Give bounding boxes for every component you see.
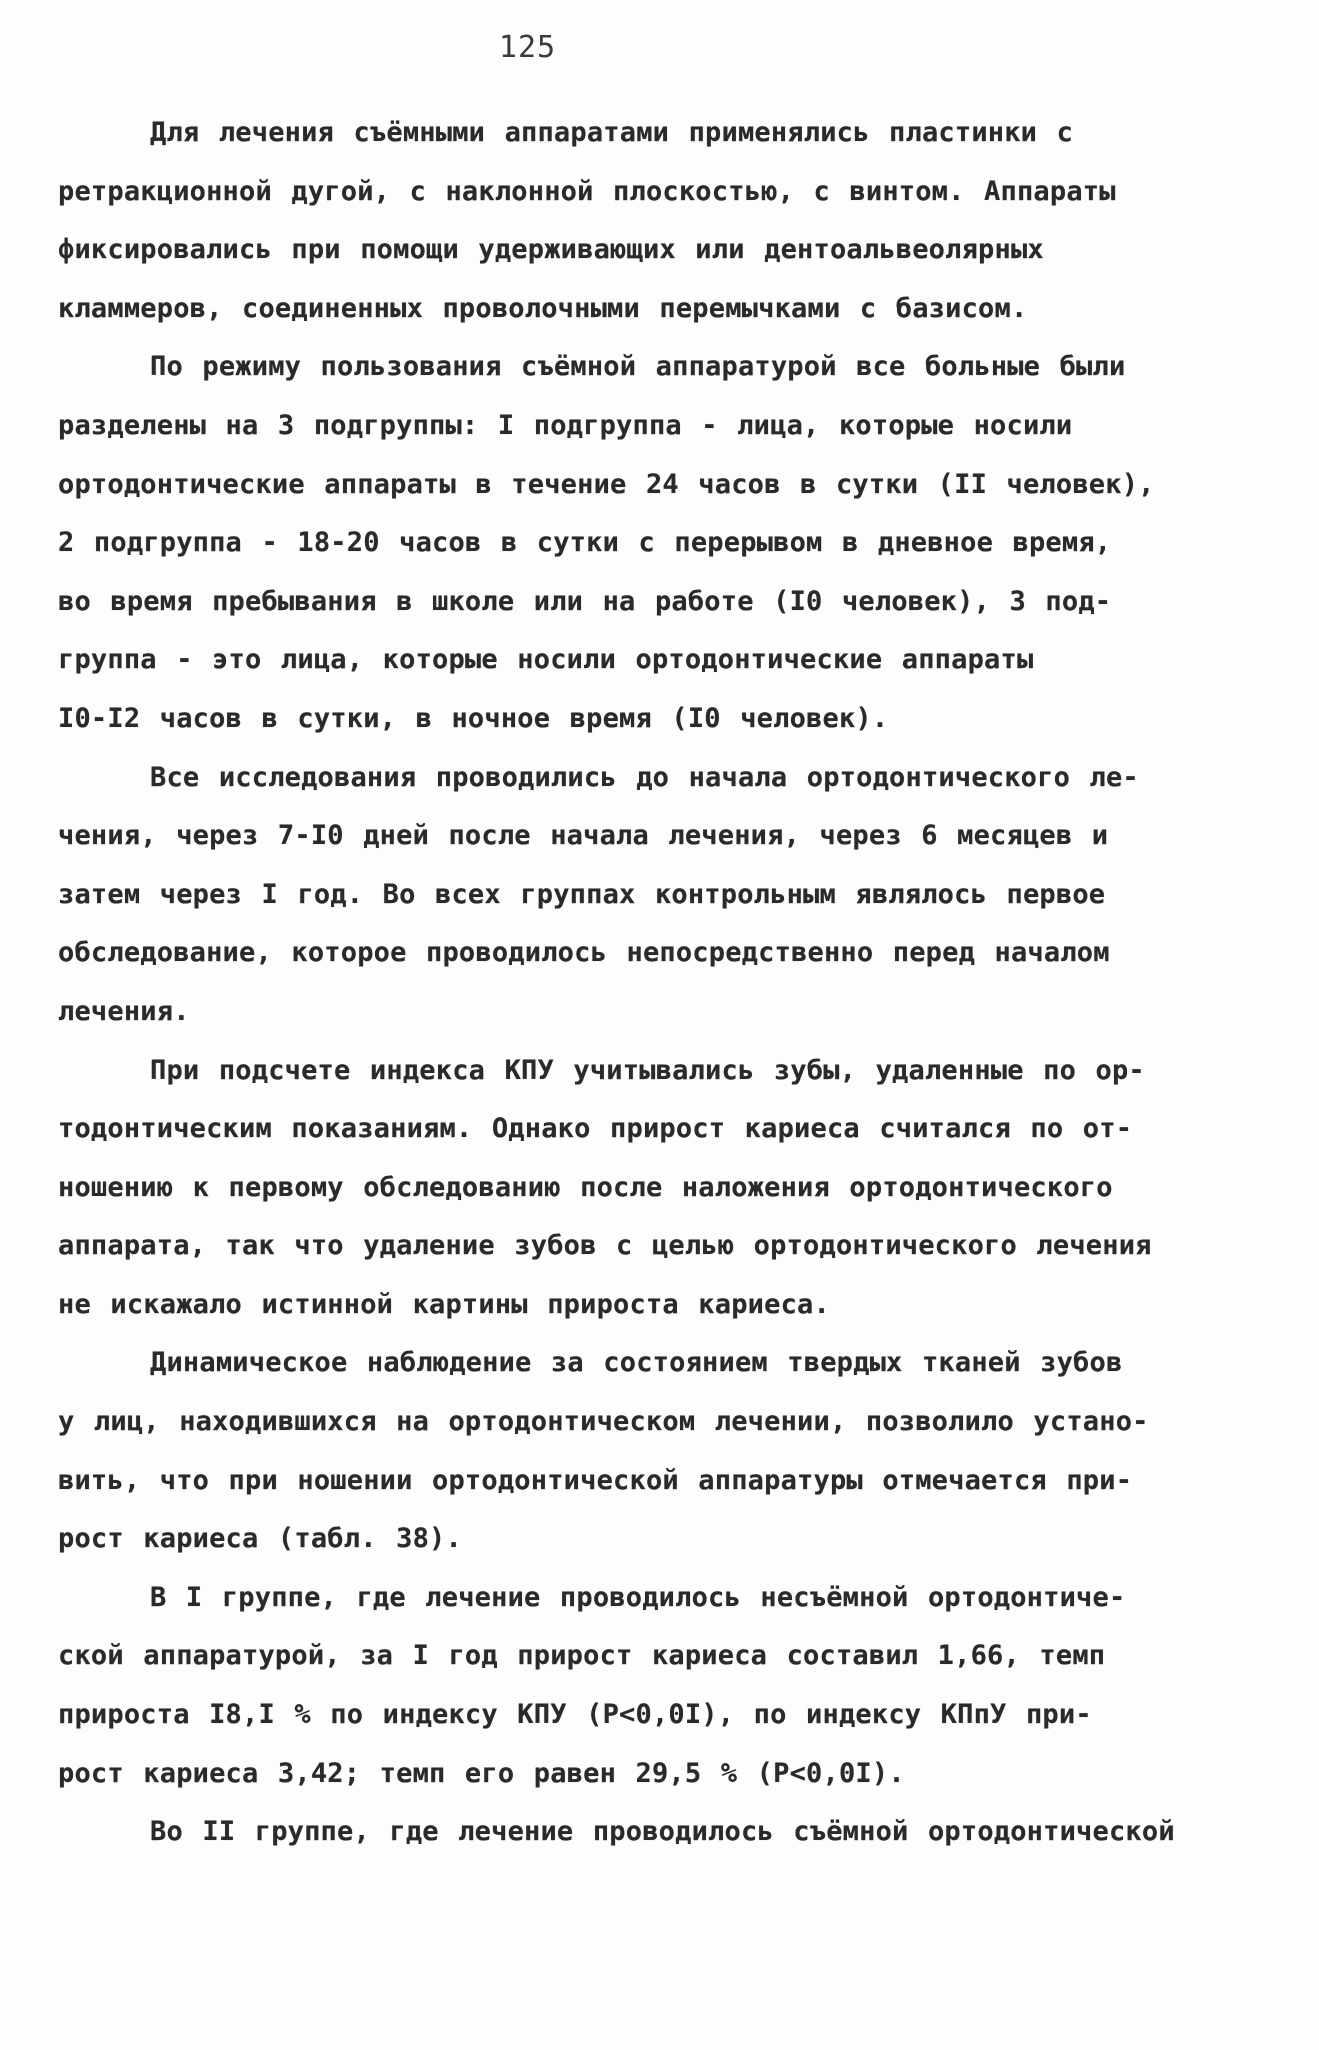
text-line: I0-I2 часов в сутки, в ночное время (I0 человек). — [58, 702, 889, 734]
paragraph-4 — [58, 1042, 1238, 1335]
text-line: обследование, которое проводилось непосредственно перед началом — [58, 937, 1110, 969]
text-line: группа - это лица, которые носили ортодонтические аппараты — [58, 644, 1034, 676]
paragraph-6 — [58, 1569, 1238, 1803]
text-line: разделены на 3 подгруппы: I подгруппа - лица, которые носили — [58, 409, 1073, 441]
text-line: ретракционной дугой, с наклонной плоскостью, с винтом. Аппараты — [58, 175, 1116, 207]
text-line: во время пребывания в школе или на работе (I0 человек), 3 под- — [58, 585, 1112, 617]
document-body — [58, 104, 1238, 1862]
page-number: 125 — [498, 30, 557, 65]
text-line: 2 подгруппа - 18-20 часов в сутки с перерывом в дневное время, — [58, 527, 1112, 559]
text-line: Динамическое наблюдение за состоянием твердых тканей зубов — [150, 1347, 1123, 1379]
text-line: тодонтическим показаниям. Однако прирост кариеса считался по от- — [58, 1113, 1133, 1145]
text-line: При подсчете индекса КПУ учитывались зубы, удаленные по ор- — [150, 1054, 1145, 1086]
paragraph-7 — [58, 1803, 1238, 1862]
text-line: ортодонтические аппараты в течение 24 часов в сутки (II человек), — [58, 468, 1155, 500]
text-line: Все исследования проводились до начала ортодонтического ле- — [150, 761, 1139, 793]
paragraph-3 — [58, 749, 1238, 1042]
text-line: лечения. — [58, 995, 190, 1027]
text-line: Во II группе, где лечение проводилось съёмной ортодонтической — [150, 1816, 1175, 1848]
text-line: вить, что при ношении ортодонтической аппаратуры отмечается при- — [58, 1464, 1133, 1496]
text-line: Для лечения съёмными аппаратами применялись пластинки с — [150, 117, 1074, 148]
text-line: рост кариеса (табл. 38). — [58, 1523, 462, 1555]
text-line: кламмеров, соединенных проволочными перемычками с базисом. — [58, 292, 1028, 324]
text-line: По режиму пользования съёмной аппаратурой все больные были — [150, 351, 1126, 383]
text-line: рост кариеса 3,42; темп его равен 29,5 % (P<0,0I). — [58, 1757, 905, 1789]
text-line: затем через I год. Во всех группах контрольным являлось первое — [58, 878, 1106, 910]
paragraph-2 — [58, 338, 1238, 748]
text-line: чения, через 7-I0 дней после начала лечения, через 6 месяцев и — [58, 820, 1109, 852]
text-line: у лиц, находившихся на ортодонтическом лечении, позволило устано- — [58, 1406, 1149, 1438]
text-line: прироста I8,I % по индексу КПУ (P<0,0I), по индексу КПпУ при- — [58, 1699, 1092, 1731]
text-line: не искажало истинной картины прироста кариеса. — [58, 1288, 830, 1320]
paragraph-5 — [58, 1334, 1238, 1568]
text-line: ношению к первому обследованию после наложения ортодонтического — [58, 1171, 1113, 1203]
text-line: В I группе, где лечение проводилось несъёмной ортодонтиче- — [150, 1581, 1126, 1613]
text-line: ской аппаратурой, за I год прирост кариеса составил 1,66, темп — [58, 1640, 1106, 1672]
text-line: фиксировались при помощи удерживающих или дентоальвеолярных — [58, 234, 1044, 266]
text-line: аппарата, так что удаление зубов с целью ортодонтического лечения — [58, 1230, 1152, 1262]
paragraph-1 — [58, 104, 1238, 338]
